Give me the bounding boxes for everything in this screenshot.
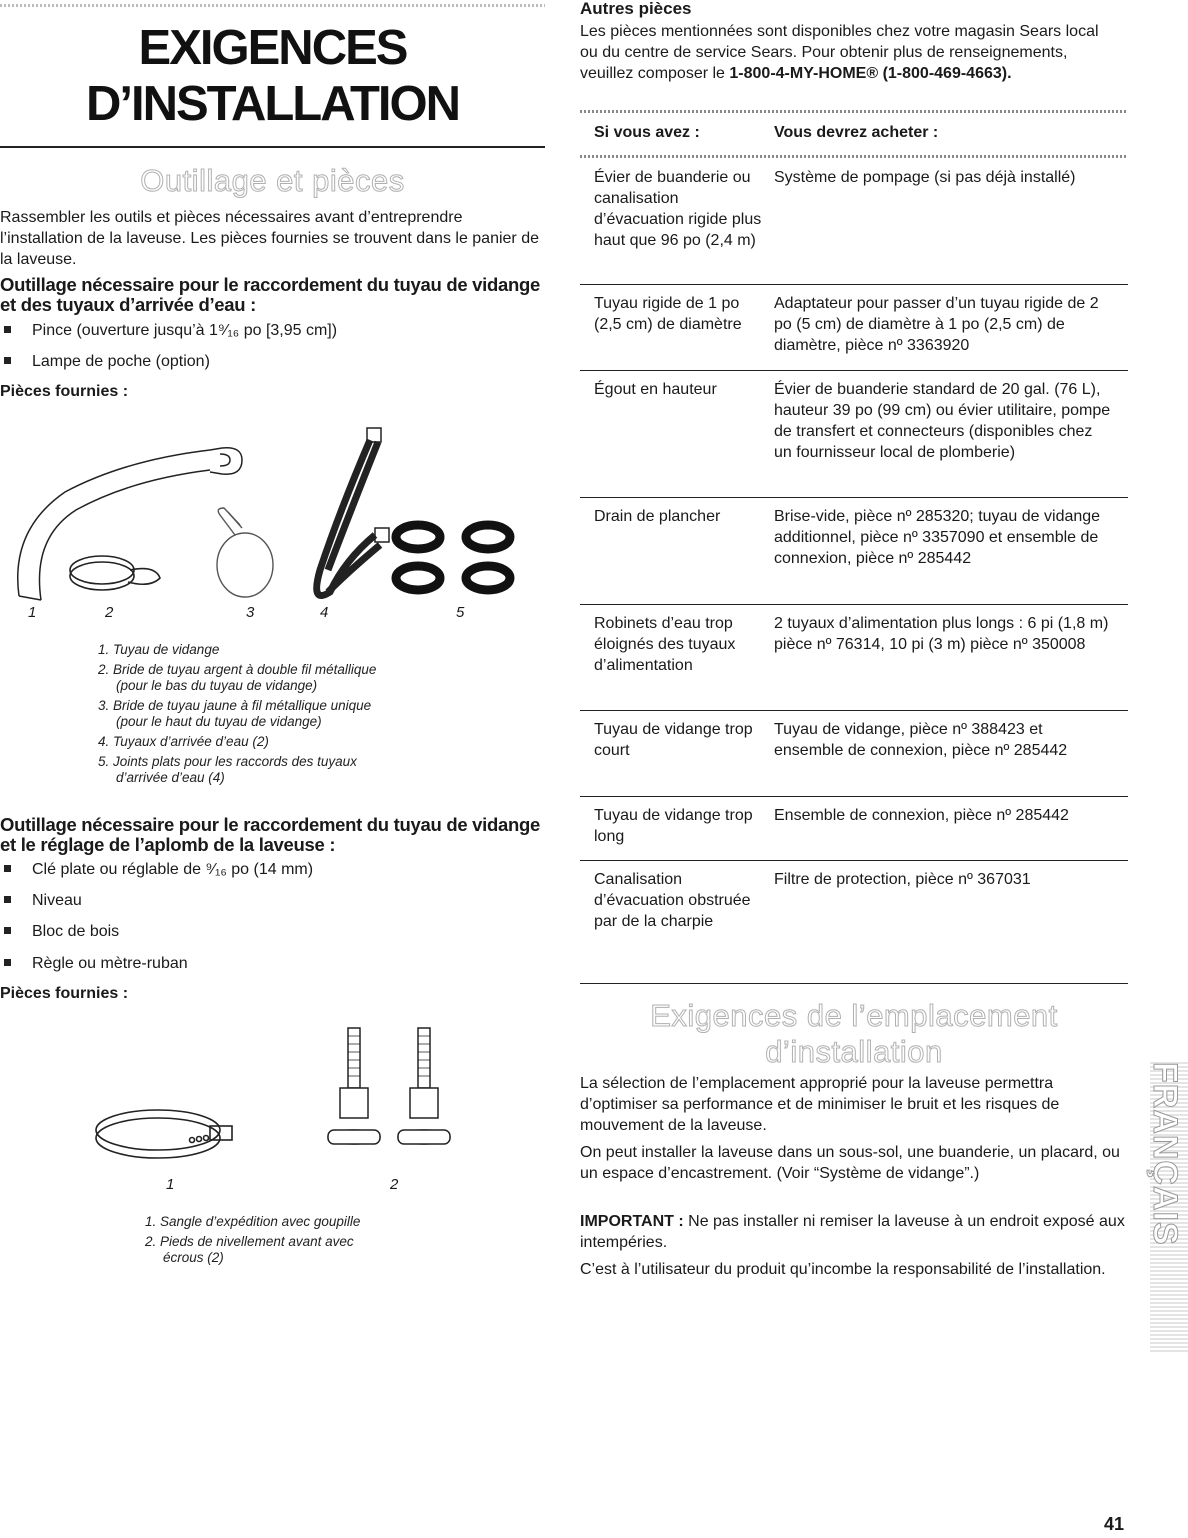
location-p3: IMPORTANT : Ne pas installer ni remiser la laveuse à un endroit exposé aux intempéries. xyxy=(580,1213,1125,1251)
leveling-foot-right xyxy=(398,1028,450,1144)
fig1-number-4: 4 xyxy=(320,604,329,621)
table-cell-buy: Filtre de protection, pièce nº 367031 xyxy=(774,871,1031,888)
top-dotted-rule xyxy=(0,4,545,7)
legend-item: (pour le haut du tuyau de vidange) xyxy=(116,714,322,729)
fig1-number-1: 1 xyxy=(28,604,37,621)
legend-item: 3. Bride de tuyau jaune à fil métallique unique xyxy=(98,698,372,713)
parts-illustration-2 xyxy=(88,1022,468,1162)
language-side-tab: FRANÇAIS xyxy=(1150,1062,1188,1352)
table-cell-have: Tuyau de vidange trop court xyxy=(594,721,753,759)
legend-item: 4. Tuyaux d’arrivée d’eau (2) xyxy=(98,734,269,749)
fig1-number-5: 5 xyxy=(456,604,465,621)
tools-intro: Rassembler les outils et pièces nécessaires avant d’entreprendre l’installation de la laveuse. Les pièces fournies se trouvent dans le panier de la laveuse. xyxy=(0,209,539,268)
leveling-foot-left xyxy=(328,1028,380,1144)
table-cell-buy: Ensemble de connexion, pièce nº 285442 xyxy=(774,807,1069,824)
section2-heading: Outillage nécessaire pour le raccordement du tuyau de vidange et le réglage de l’aplomb de la laveuse : xyxy=(0,814,540,855)
table-row xyxy=(580,604,1128,674)
other-parts-text: Les pièces mentionnées sont disponibles chez votre magasin Sears local ou du centre de service Sears. Pour obtenir plus de renseignements, veuillez composer le 1-800-4-MY-HOME® (1-800-469-4663). xyxy=(580,23,1099,82)
fig2-number-2: 2 xyxy=(390,1176,399,1193)
fig1-number-2: 2 xyxy=(105,604,114,621)
legend-item: 5. Joints plats pour les raccords des tuyaux xyxy=(98,754,357,769)
section1-parts-label: Pièces fournies : xyxy=(0,383,129,400)
table-row xyxy=(580,860,1128,984)
section1-bullet-1: Pince (ouverture jusqu’à 1⁹⁄₁₆ po [3,95 cm]) xyxy=(4,321,337,341)
section2-bullet-4: Règle ou mètre-ruban xyxy=(4,954,188,974)
table-cell-buy: Brise-vide, pièce nº 285320; tuyau de vidange additionnel, pièce nº 3357090 et ensemble de connexion, pièce nº 285442 xyxy=(774,508,1101,567)
location-heading-line1: Exigences de l’emplacement xyxy=(650,998,1058,1033)
section2-legend xyxy=(145,1214,525,1266)
title-rule xyxy=(0,146,545,148)
table-row xyxy=(580,497,1128,567)
table-cell-buy: Évier de buanderie standard de 20 gal. (76 L), hauteur 39 po (99 cm) ou évier utilitaire, pompe de transfert et connecteurs (disponibles chez un fournisseur local de plomberie) xyxy=(774,381,1111,461)
table-row xyxy=(580,710,1128,759)
legend-item: d’arrivée d’eau (4) xyxy=(116,770,225,785)
flat-washers-illustration xyxy=(396,525,510,590)
location-heading-line2: d’installation xyxy=(765,1034,943,1069)
col2-header: Vous devrez acheter : xyxy=(774,124,939,141)
table-cell-have: Tuyau de vidange trop long xyxy=(594,807,753,845)
page-title-line1: EXIGENCES xyxy=(138,21,407,75)
section1-heading: Outillage nécessaire pour le raccordement du tuyau de vidange et des tuyaux d’arrivée d’eau : xyxy=(0,274,540,315)
table-cell-buy: Adaptateur pour passer d’un tuyau rigide de 2 po (5 cm) de diamètre à 1 po (2,5 cm) de diamètre, pièce nº 3363920 xyxy=(774,295,1099,354)
bullet-square xyxy=(4,896,11,903)
right-column xyxy=(580,0,1128,1538)
hose-clamp-double xyxy=(70,556,160,590)
location-p1: La sélection de l’emplacement approprié pour la laveuse permettra d’optimiser sa performance et de minimiser le bruit et les risques de mouvement de la laveuse. xyxy=(580,1075,1060,1134)
location-p2: On peut installer la laveuse dans un sous-sol, une buanderie, un placard, ou un espace d’encastrement. (Voir “Système de vidange”.) xyxy=(580,1144,1120,1182)
table-cell-buy: 2 tuyaux d’alimentation plus longs : 6 pi (1,8 m) pièce nº 76314, 10 pi (3 m) pièce nº 350008 xyxy=(774,615,1109,653)
important-label: IMPORTANT : xyxy=(580,1213,684,1230)
table-cell-have: Égout en hauteur xyxy=(594,381,717,398)
legend-item: 2. Bride de tuyau argent à double fil métallique xyxy=(98,662,377,677)
table-row xyxy=(580,796,1128,845)
bullet-square xyxy=(4,326,11,333)
section2-parts-label: Pièces fournies : xyxy=(0,985,129,1002)
table-cell-have: Robinets d’eau trop éloignés des tuyaux d’alimentation xyxy=(594,615,736,674)
phone-number: 1-800-4-MY-HOME® (1-800-469-4663). xyxy=(729,65,1012,82)
legend-item: 2. Pieds de nivellement avant avec xyxy=(145,1234,354,1249)
bullet-square xyxy=(4,927,11,934)
legend-item: 1. Tuyau de vidange xyxy=(98,642,220,657)
bullet-square xyxy=(4,959,11,966)
section1-legend xyxy=(98,642,498,786)
table-row xyxy=(580,284,1128,354)
page-title xyxy=(0,20,545,132)
section2-bullet-1: Clé plate ou réglable de ⁹⁄₁₆ po (14 mm) xyxy=(4,860,313,880)
dotted-rule xyxy=(580,110,1128,113)
legend-item: (pour le bas du tuyau de vidange) xyxy=(116,678,318,693)
page-number: 41 xyxy=(1104,1514,1125,1534)
fig2-number-1: 1 xyxy=(166,1176,175,1193)
table-row xyxy=(580,370,1128,461)
tools-heading: Outillage et pièces xyxy=(140,163,405,198)
shipping-strap-illustration xyxy=(96,1110,232,1158)
table-cell-have: Drain de plancher xyxy=(594,508,721,525)
bullet-square xyxy=(4,357,11,364)
location-heading xyxy=(580,998,1128,1070)
col1-header: Si vous avez : xyxy=(594,124,700,141)
parts-illustration-1 xyxy=(10,420,540,610)
inlet-hoses-illustration xyxy=(317,428,389,596)
section1-bullet-2: Lampe de poche (option) xyxy=(4,352,210,372)
page-title-line2: D’INSTALLATION xyxy=(85,77,460,131)
section2-bullet-2: Niveau xyxy=(4,891,82,911)
legend-item: écrous (2) xyxy=(163,1250,224,1265)
other-parts-heading: Autres pièces xyxy=(580,0,692,18)
legend-item: 1. Sangle d’expédition avec goupille xyxy=(145,1214,361,1229)
location-p4: C’est à l’utilisateur du produit qu’incombe la responsabilité de l’installation. xyxy=(580,1261,1106,1278)
table-cell-have: Canalisation d’évacuation obstruée par de la charpie xyxy=(594,871,751,930)
table-cell-buy: Système de pompage (si pas déjà installé) xyxy=(774,169,1076,186)
fig1-number-3: 3 xyxy=(246,604,255,621)
hose-clamp-single xyxy=(217,508,273,597)
bullet-square xyxy=(4,865,11,872)
table-cell-buy: Tuyau de vidange, pièce nº 388423 et ensemble de connexion, pièce nº 285442 xyxy=(774,721,1068,759)
table-cell-have: Tuyau rigide de 1 po (2,5 cm) de diamètre xyxy=(594,295,742,333)
section2-bullet-3: Bloc de bois xyxy=(4,922,119,942)
table-cell-have: Évier de buanderie ou canalisation d’évacuation rigide plus haut que 96 po (2,4 m) xyxy=(594,169,762,249)
dotted-rule xyxy=(580,155,1128,158)
